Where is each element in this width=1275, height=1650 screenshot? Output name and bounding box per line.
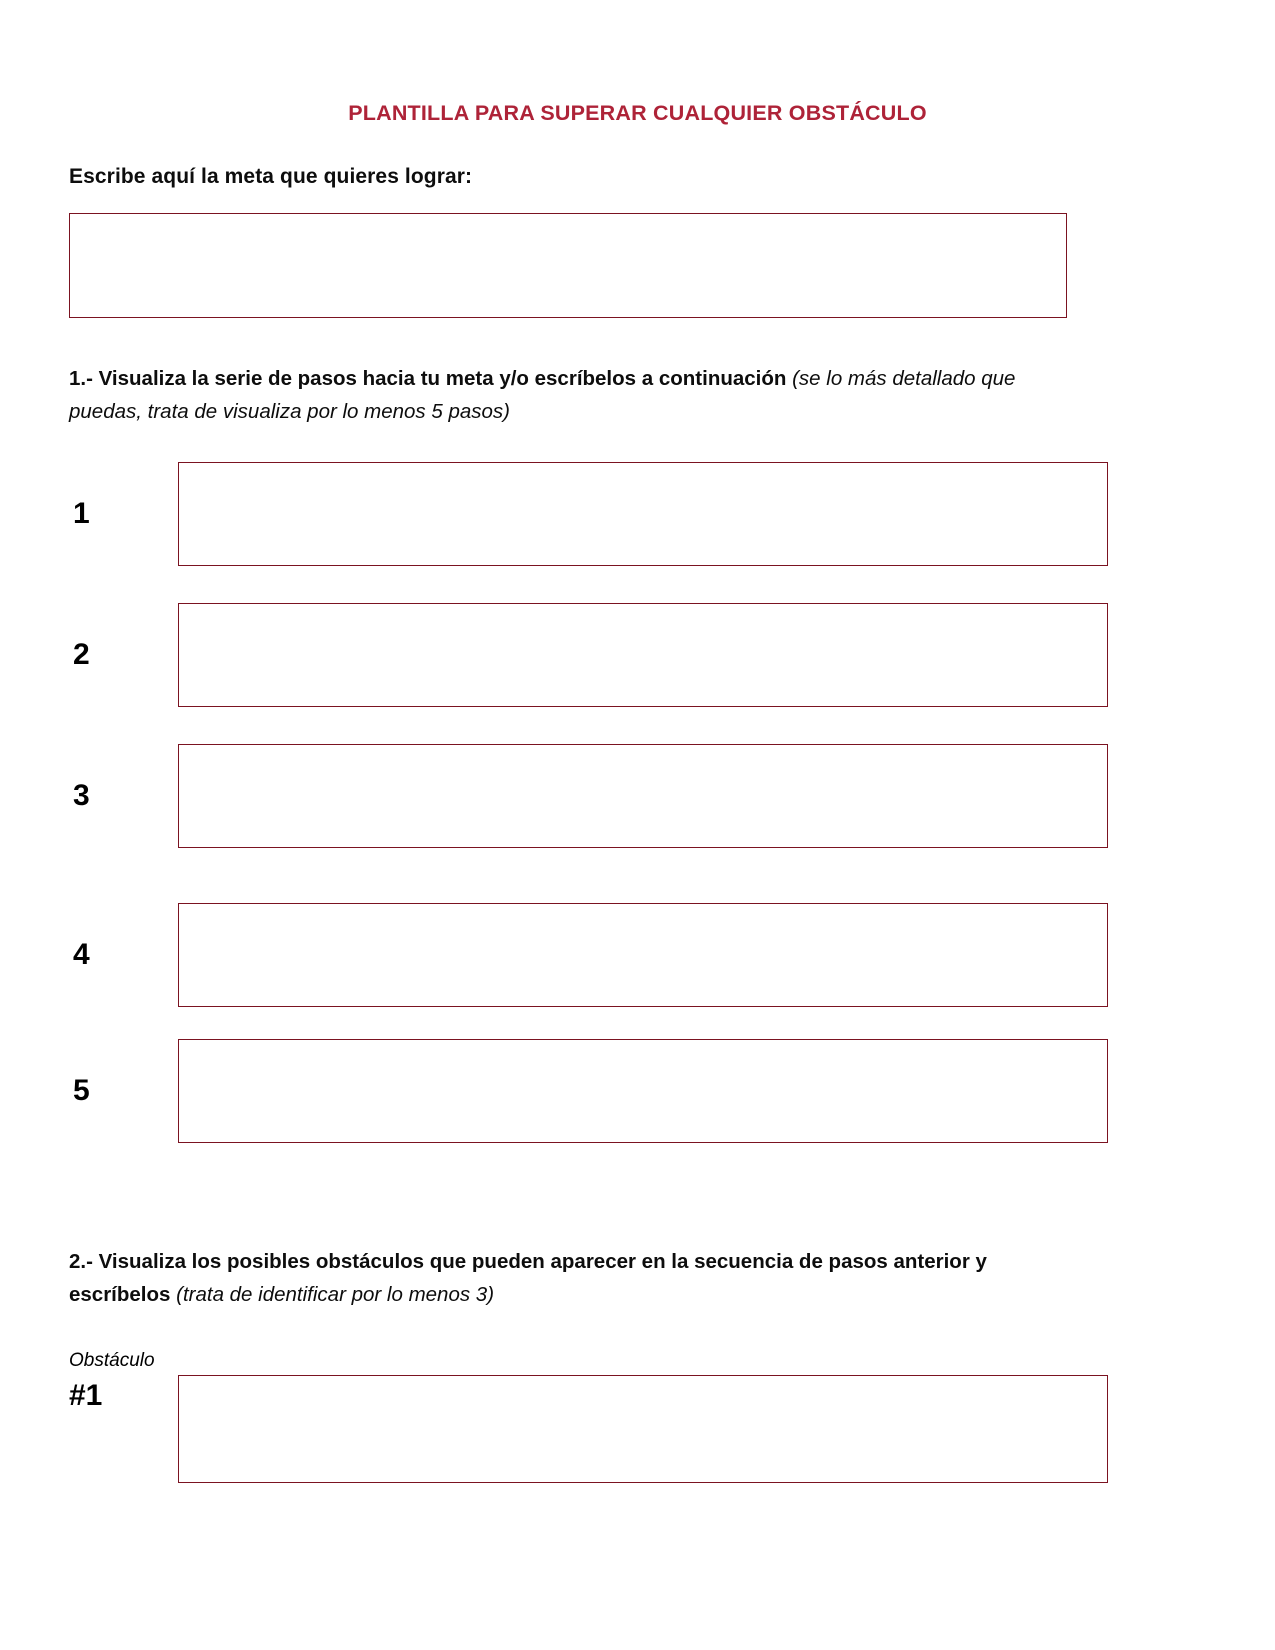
step-row: [69, 1039, 1109, 1143]
step-input-box-1[interactable]: [178, 462, 1108, 566]
step-row: [69, 744, 1109, 848]
page-title: PLANTILLA PARA SUPERAR CUALQUIER OBSTÁCULO: [348, 101, 927, 125]
step-row: [69, 603, 1109, 707]
step-input-box-5[interactable]: [178, 1039, 1108, 1143]
step-number-label: 2: [73, 638, 90, 671]
section-1-heading-italic: (se lo más detallado que puedas, trata de visualiza por lo menos 5 pasos): [69, 367, 1016, 423]
obstacle-input-box-1[interactable]: [178, 1375, 1108, 1483]
goal-prompt-label: Escribe aquí la meta que quieres lograr:: [69, 165, 473, 188]
obstacle-row: [69, 1345, 1109, 1455]
step-input-box-2[interactable]: [178, 603, 1108, 707]
section-2-heading-italic: (trata de identificar por lo menos 3): [170, 1283, 495, 1306]
step-row: [69, 462, 1109, 566]
section-2-heading-bold: 2.- Visualiza los posibles obstáculos que pueden aparecer en la secuencia de pasos anterior y escríbelos: [69, 1250, 987, 1306]
obstacle-word-label: Obstáculo: [69, 1350, 155, 1371]
obstacle-number-label: #1: [69, 1379, 103, 1412]
step-input-box-4[interactable]: [178, 903, 1108, 1007]
step-number-label: 4: [73, 938, 90, 971]
section-1-heading: [69, 362, 1069, 428]
step-number-label: 5: [73, 1074, 90, 1107]
step-number-label: 3: [73, 779, 90, 812]
step-row: [69, 903, 1109, 1007]
obstacle-label-group: [69, 1345, 174, 1413]
section-1-heading-bold: 1.- Visualiza la serie de pasos hacia tu meta y/o escríbelos a continuación: [69, 367, 787, 390]
step-input-box-3[interactable]: [178, 744, 1108, 848]
section-2-heading: [69, 1245, 1069, 1311]
step-number-label: 1: [73, 497, 90, 530]
goal-input-box[interactable]: [69, 213, 1067, 318]
